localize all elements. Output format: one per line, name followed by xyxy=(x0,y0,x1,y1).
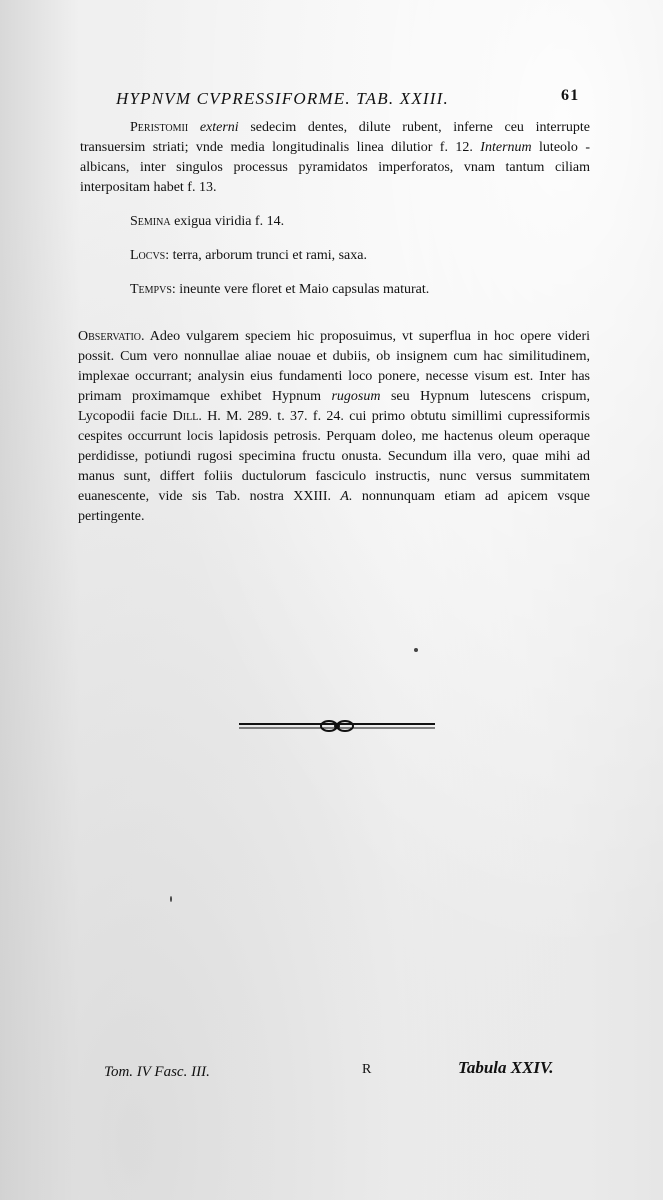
footer-catchword: Tabula XXIV. xyxy=(458,1058,554,1077)
peristomii-text-2: luteolo - albicans, inter singulos processus pyramidatos imperforatos, vnam tantum ciliam interpositam habet f. 13. xyxy=(80,140,590,195)
term-externi: externi xyxy=(199,120,239,135)
label-tempus: Tempvs xyxy=(130,282,172,297)
label-observatio: Observatio. xyxy=(78,329,145,344)
footer-signature: R xyxy=(362,1062,372,1077)
paragraph-tempus xyxy=(80,280,590,300)
label-locus: Locvs xyxy=(130,248,166,263)
observatio-text-1: Adeo vulgarem speciem hic proposuimus, vt superflua in hoc opere videri possit. Cum vero nonnullae aliae nouae et dubiis, ob insignem cum hac similitudinem, implexae occurrant; analysin eius fundamenti loco ponere, necesse visum est. Inter has primam proximamque exhibet Hypnum xyxy=(78,329,590,404)
paragraph-observatio xyxy=(78,327,590,527)
observatio-text-4: nonnunquam etiam ad apicem vsque pertingente. xyxy=(78,489,590,524)
abbr-dill: Dill. xyxy=(172,409,202,424)
ornament-divider xyxy=(237,716,437,736)
page-number: 61 xyxy=(561,87,580,104)
header-title: HYPNVM CVPRESSIFORME. TAB. XXIII. xyxy=(116,89,449,108)
observatio-text-3: H. M. 289. t. 37. f. 24. cui primo obtutu simillimi cupressiformis cespites occurrunt locis lapidosis petrosis. Perquam doleo, me hactenus oleum operaque perdidisse, potiundi rugosi specimina fructu onusta. Secundum illa vero, quae mihi ad manus sunt, differt foliis ductulorum fasciculo instructis, nunc versus summitatem euanescente, vide sis Tab. nostra XXIII. xyxy=(78,409,590,504)
locus-text: : terra, arborum trunci et rami, saxa. xyxy=(165,248,367,263)
label-semina: Semina xyxy=(130,214,171,229)
paragraph-peristomii xyxy=(80,118,590,198)
footer-volume: Tom. IV Fasc. III. xyxy=(104,1064,210,1080)
observatio-text-2: seu Hypnum lutescens crispum, Lycopodii facie xyxy=(78,389,590,424)
observatio-text xyxy=(78,327,590,527)
term-internum: Internum xyxy=(480,140,532,155)
figure-ref-a: A. xyxy=(340,489,353,504)
paragraph-locus xyxy=(80,246,590,266)
peristomii-text-1: sedecim dentes, dilute rubent, inferne ceu interrupte transuersim striati; vnde media longitudinalis linea dilutior f. 12. xyxy=(80,120,591,155)
tempus-text: : ineunte vere floret et Maio capsulas maturat. xyxy=(171,282,430,297)
ink-spot xyxy=(414,648,418,652)
label-peristomii: Peristomii xyxy=(130,120,189,135)
running-header xyxy=(116,89,616,109)
ink-spot xyxy=(170,896,172,902)
paragraph-semina xyxy=(80,212,590,232)
term-rugosum: rugosum xyxy=(331,389,381,404)
semina-text: exigua viridia f. 14. xyxy=(170,214,285,229)
main-text xyxy=(80,118,590,300)
